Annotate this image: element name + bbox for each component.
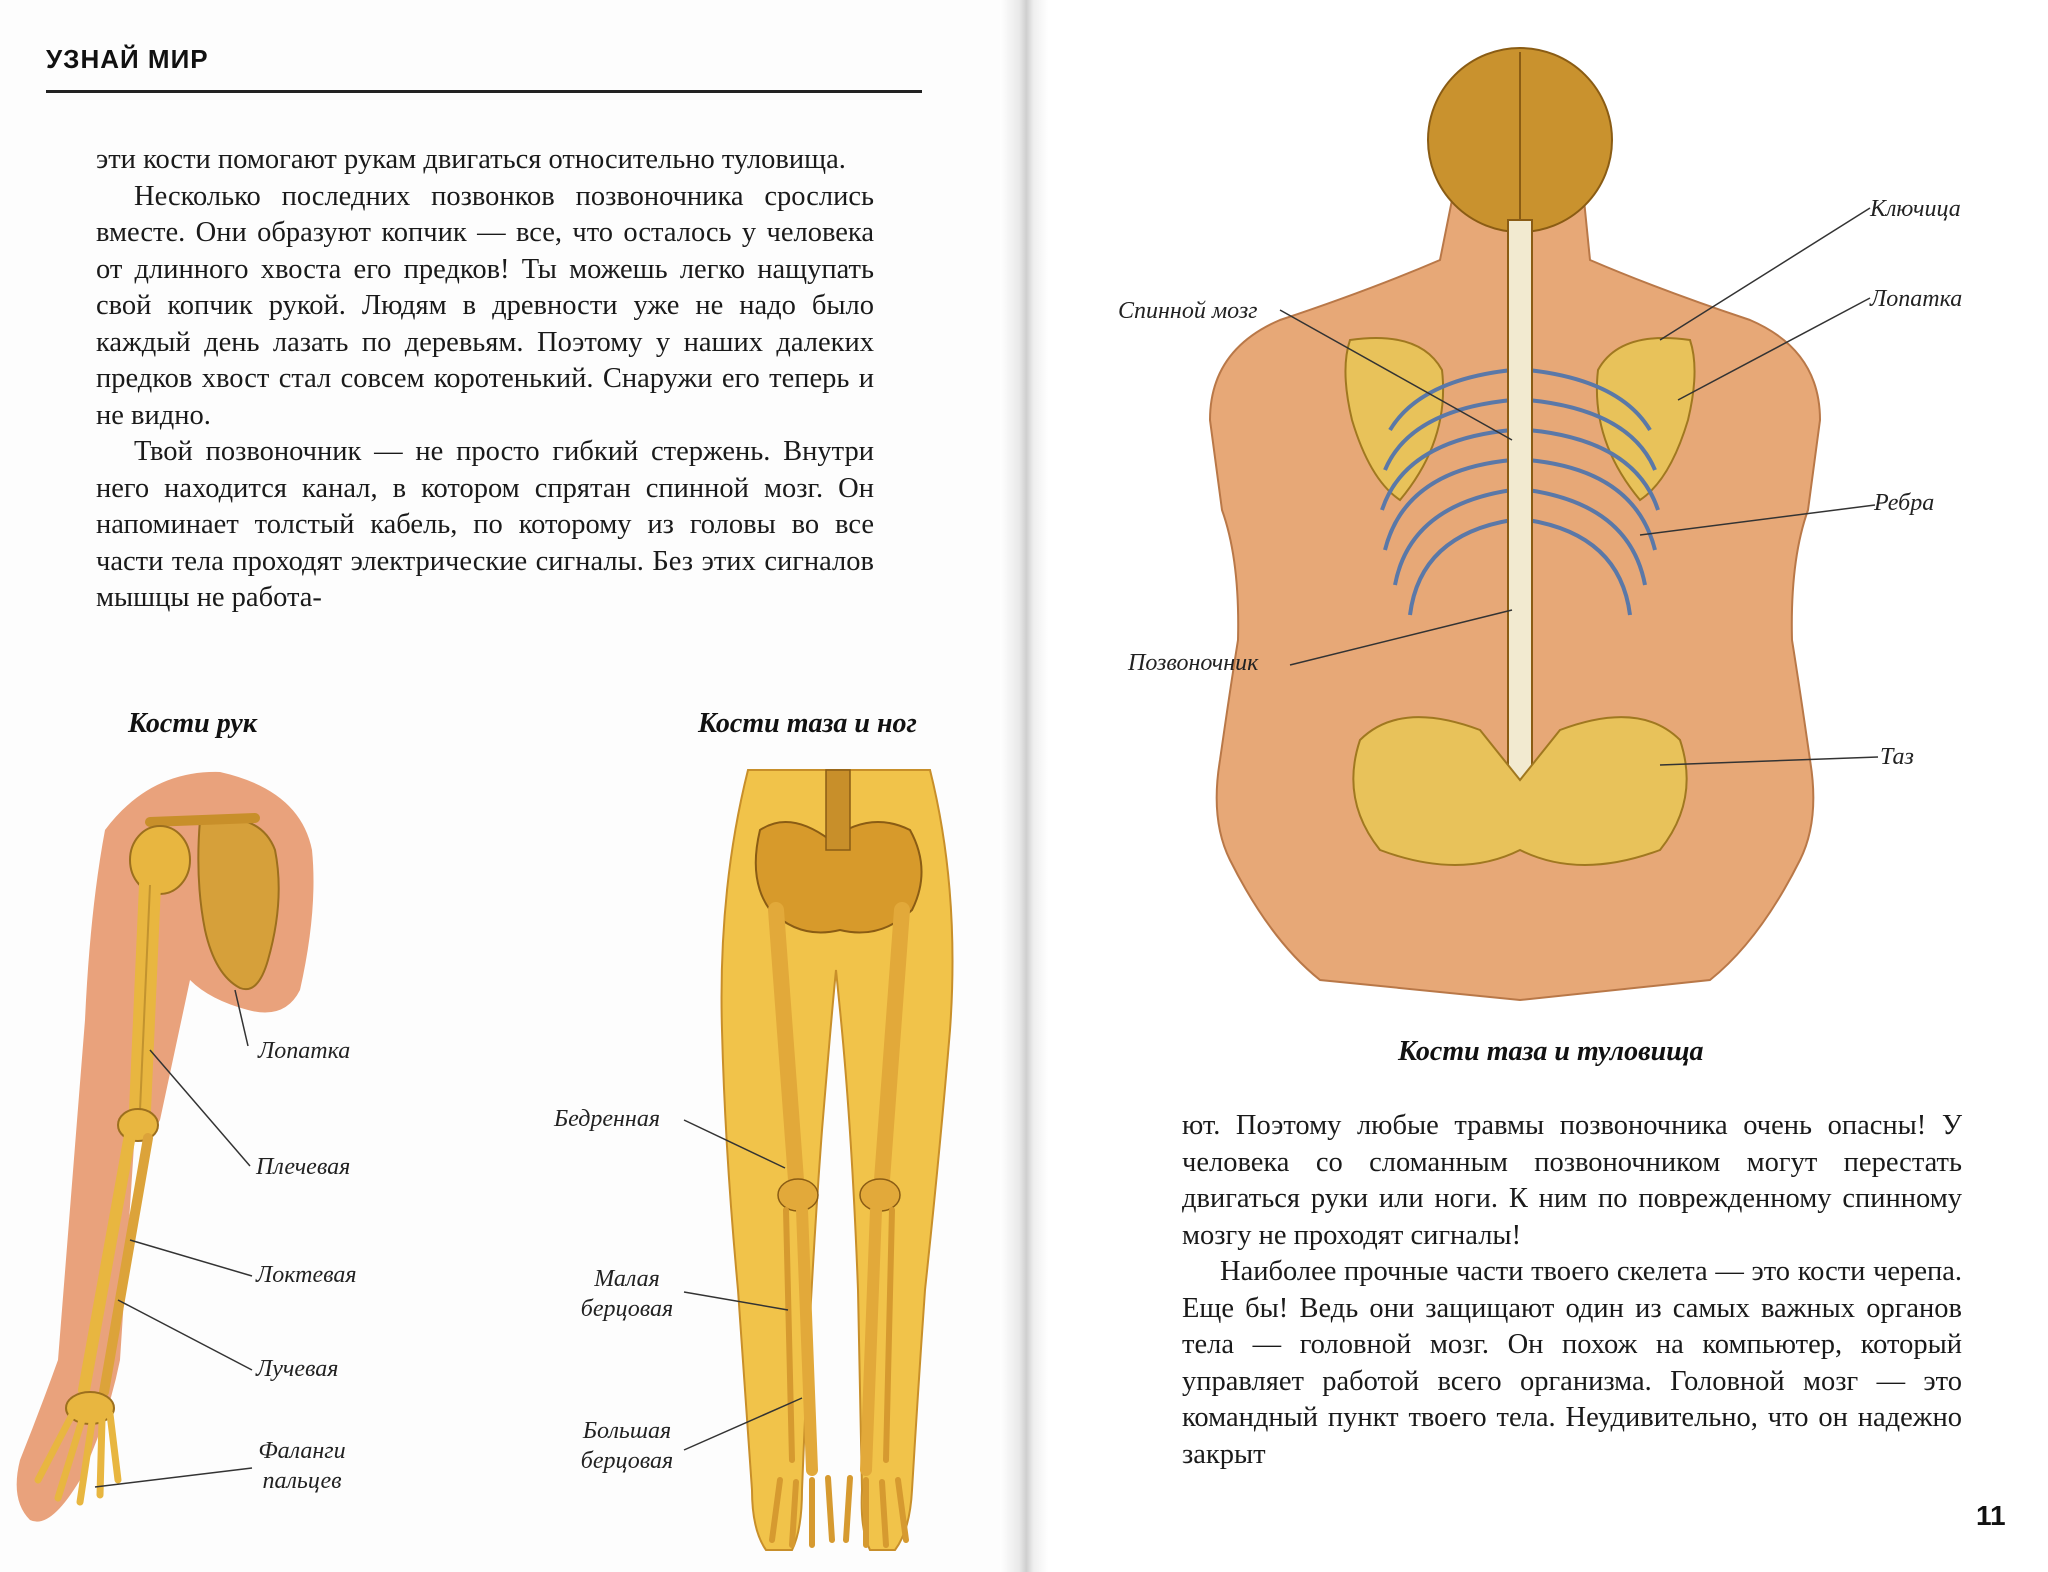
left-paragraph-1: эти кости помогают рукам двигаться относительно туловища.	[96, 144, 846, 175]
torso-label-clavicle: Ключица	[1870, 196, 1961, 222]
legs-label-fibula: Малая берцовая	[580, 1266, 674, 1322]
torso-label-spinal-cord: Спинной мозг	[1118, 298, 1258, 324]
left-text-block	[96, 142, 874, 617]
torso-label-spine: Позвоночник	[1128, 650, 1259, 676]
book-gutter	[1000, 0, 1048, 1572]
legs-label-tibia: Большая берцовая	[580, 1418, 674, 1474]
right-paragraph-2: Наиболее прочные части твоего скелета — это кости черепа. Еще бы! Ведь они защищают один из самых важных органов тела — головной мозг. Он похож на компьютер, который управляет работой всего организма. Головной мозг — это командный пункт твоего тела. Неудивительно, что он надежно закрыт	[1182, 1256, 1962, 1470]
arm-label-ulna: Локтевая	[256, 1262, 357, 1288]
arm-illustration	[0, 760, 420, 1550]
arm-figure-caption: Кости рук	[128, 708, 257, 739]
torso-label-pelvis: Таз	[1880, 744, 1914, 770]
left-paragraph-3: Твой позвоночник — не просто гибкий стержень. Внутри него находится канал, в котором спрятан спинной мозг. Он напоминает толстый кабель, по которому из головы во все части тела проходят электрические сигналы. Без этих сигналов мышцы не работа-	[96, 436, 874, 613]
page-number: 11	[1976, 1500, 2006, 1531]
right-text-block	[1182, 1108, 1962, 1473]
left-paragraph-2: Несколько последних позвонков позвоночника срослись вместе. Они образуют копчик — все, что осталось у человека от длинного хвоста его предков! Ты можешь легко нащупать свой копчик рукой. Людям в древности уже не надо было каждый день лазать по деревьям. Поэтому у наших далеких предков хвост стал совсем коротенький. Снаружи его теперь и не видно.	[96, 180, 874, 431]
right-paragraph-1: ют. Поэтому любые травмы позвоночника очень опасны! У человека со сломанным позвоночником могут перестать двигаться руки или ноги. К ним по поврежденному спинному мозгу не проходят сигналы!	[1182, 1110, 1962, 1251]
arm-label-humerus: Плечевая	[256, 1154, 351, 1180]
torso-figure-caption: Кости таза и туловища	[1398, 1036, 1704, 1067]
arm-label-radius: Лучевая	[256, 1356, 339, 1382]
arm-label-phalanges: Фаланги пальцев	[258, 1438, 346, 1494]
running-header: УЗНАЙ МИР	[46, 44, 209, 74]
torso-label-scapula: Лопатка	[1870, 286, 1963, 312]
torso-illustration	[1100, 40, 2000, 1000]
torso-label-ribs: Ребра	[1874, 490, 1935, 516]
legs-label-femur: Бедренная	[554, 1106, 660, 1132]
legs-figure-caption: Кости таза и ног	[698, 708, 917, 739]
arm-label-scapula: Лопатка	[258, 1038, 351, 1064]
header-rule	[46, 90, 922, 93]
